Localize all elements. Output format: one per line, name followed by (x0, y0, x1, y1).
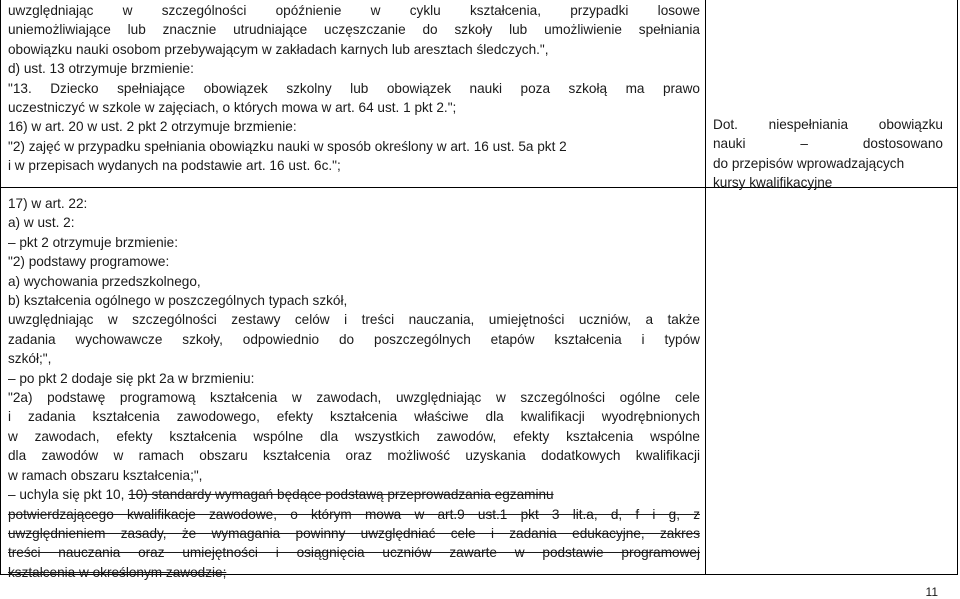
text-line: uczestniczyć w szkole w zajęciach, o których mowa w art. 64 ust. 1 pkt 2."; (8, 100, 457, 116)
comment-note (713, 115, 943, 193)
text-line: "2a) podstawę programową kształcenia w zawodach, uwzględniając w szczególności ogólne cele (8, 390, 700, 406)
repeal-point-10-line (8, 485, 700, 504)
text-line: potwierdzającego kwalifikacje zawodowe, o którym mowa w art.9 ust.1 pkt 3 lit.a, d, f i g, z (8, 506, 700, 522)
table-column-divider (705, 0, 706, 575)
repeal-prefix: – uchyla się pkt 10, (8, 487, 129, 503)
text-line: i zadania kształcenia zawodowego, efekty kształcenia właściwe dla kwalifikacji wyodrębnionych (8, 409, 700, 425)
struck-out-passage (8, 505, 700, 583)
text-line: uniemożliwiające lub znacznie utrudniające uczęszczanie do szkoły lub umożliwienie spełniania (8, 22, 700, 38)
text-line: 16) w art. 20 w ust. 2 pkt 2 otrzymuje brzmienie: (8, 119, 297, 135)
text-line: dla zawodów w ramach obszaru kształcenia oraz możliwość uzyskania dodatkowych kwalifikacji (8, 448, 700, 464)
table-border-right (957, 0, 958, 575)
text-line: "13. Dziecko spełniające obowiązek szkolny lub obowiązek nauki poza szkołą ma prawo (8, 80, 700, 96)
text-line: – pkt 2 otrzymuje brzmienie: (8, 234, 178, 250)
text-line: uwzględniając w szczególności zestawy celów i treści nauczania, umiejętności uczniów, a także (8, 312, 700, 328)
text-line: nauki – dostosowano (713, 136, 943, 152)
text-line: szkół;", (8, 351, 52, 367)
text-line: "2) zajęć w przypadku spełniania obowiązku nauki w sposób określony w art. 16 ust. 5a pkt 2 (8, 138, 567, 154)
text-line: a) wychowania przedszkolnego, (8, 273, 201, 289)
page-number: 11 (925, 585, 938, 599)
table-border-left (0, 0, 1, 575)
amendment-text-upper (8, 1, 700, 176)
text-line: – po pkt 2 dodaje się pkt 2a w brzmieniu: (8, 370, 255, 386)
text-line: do przepisów wprowadzających (713, 155, 905, 171)
text-line: b) kształcenia ogólnego w poszczególnych typach szkół, (8, 293, 348, 309)
text-line: treści nauczania oraz umiejętności i osiągnięcia uczniów zawarte w podstawie programowej (8, 545, 700, 561)
text-line: i w przepisach wydanych na podstawie art. 16 ust. 6c."; (8, 158, 341, 174)
text-line: kształcenia w określonym zawodzie; (8, 564, 227, 580)
text-line: a) w ust. 2: (8, 215, 75, 231)
text-line: zadania wychowawcze szkoły, odpowiednio do poszczególnych etapów kształcenia i typów (8, 331, 700, 347)
text-line: 17) w art. 22: (8, 196, 88, 211)
struck-text: 10) standardy wymagań będące podstawą przeprowadzania egzaminu (128, 487, 554, 503)
text-line: w ramach obszaru kształcenia;", (8, 467, 203, 483)
text-line: uwzględniając w szczególności opóźnienie w cyklu kształcenia, przypadki losowe (8, 3, 700, 18)
text-line: "2) podstawy programowe: (8, 254, 170, 270)
amendment-text-lower (8, 194, 700, 582)
text-line: kursy kwalifikacyjne (713, 175, 833, 191)
text-line: w zawodach, efekty kształcenia wspólne dla wszystkich zawodów, efekty kształcenia wspólne (8, 428, 700, 444)
text-line: Dot. niespełniania obowiązku (713, 117, 943, 132)
text-line: uwzględnieniem zasady, że wymagania powinny uwzględniać cele i zadania edukacyjne, zakres (8, 525, 700, 541)
article-22-amendments (8, 194, 700, 485)
text-line: d) ust. 13 otrzymuje brzmienie: (8, 61, 194, 77)
text-line: obowiązku nauki osobom przebywającym w zakładach karnych lub aresztach śledczych.", (8, 41, 549, 57)
